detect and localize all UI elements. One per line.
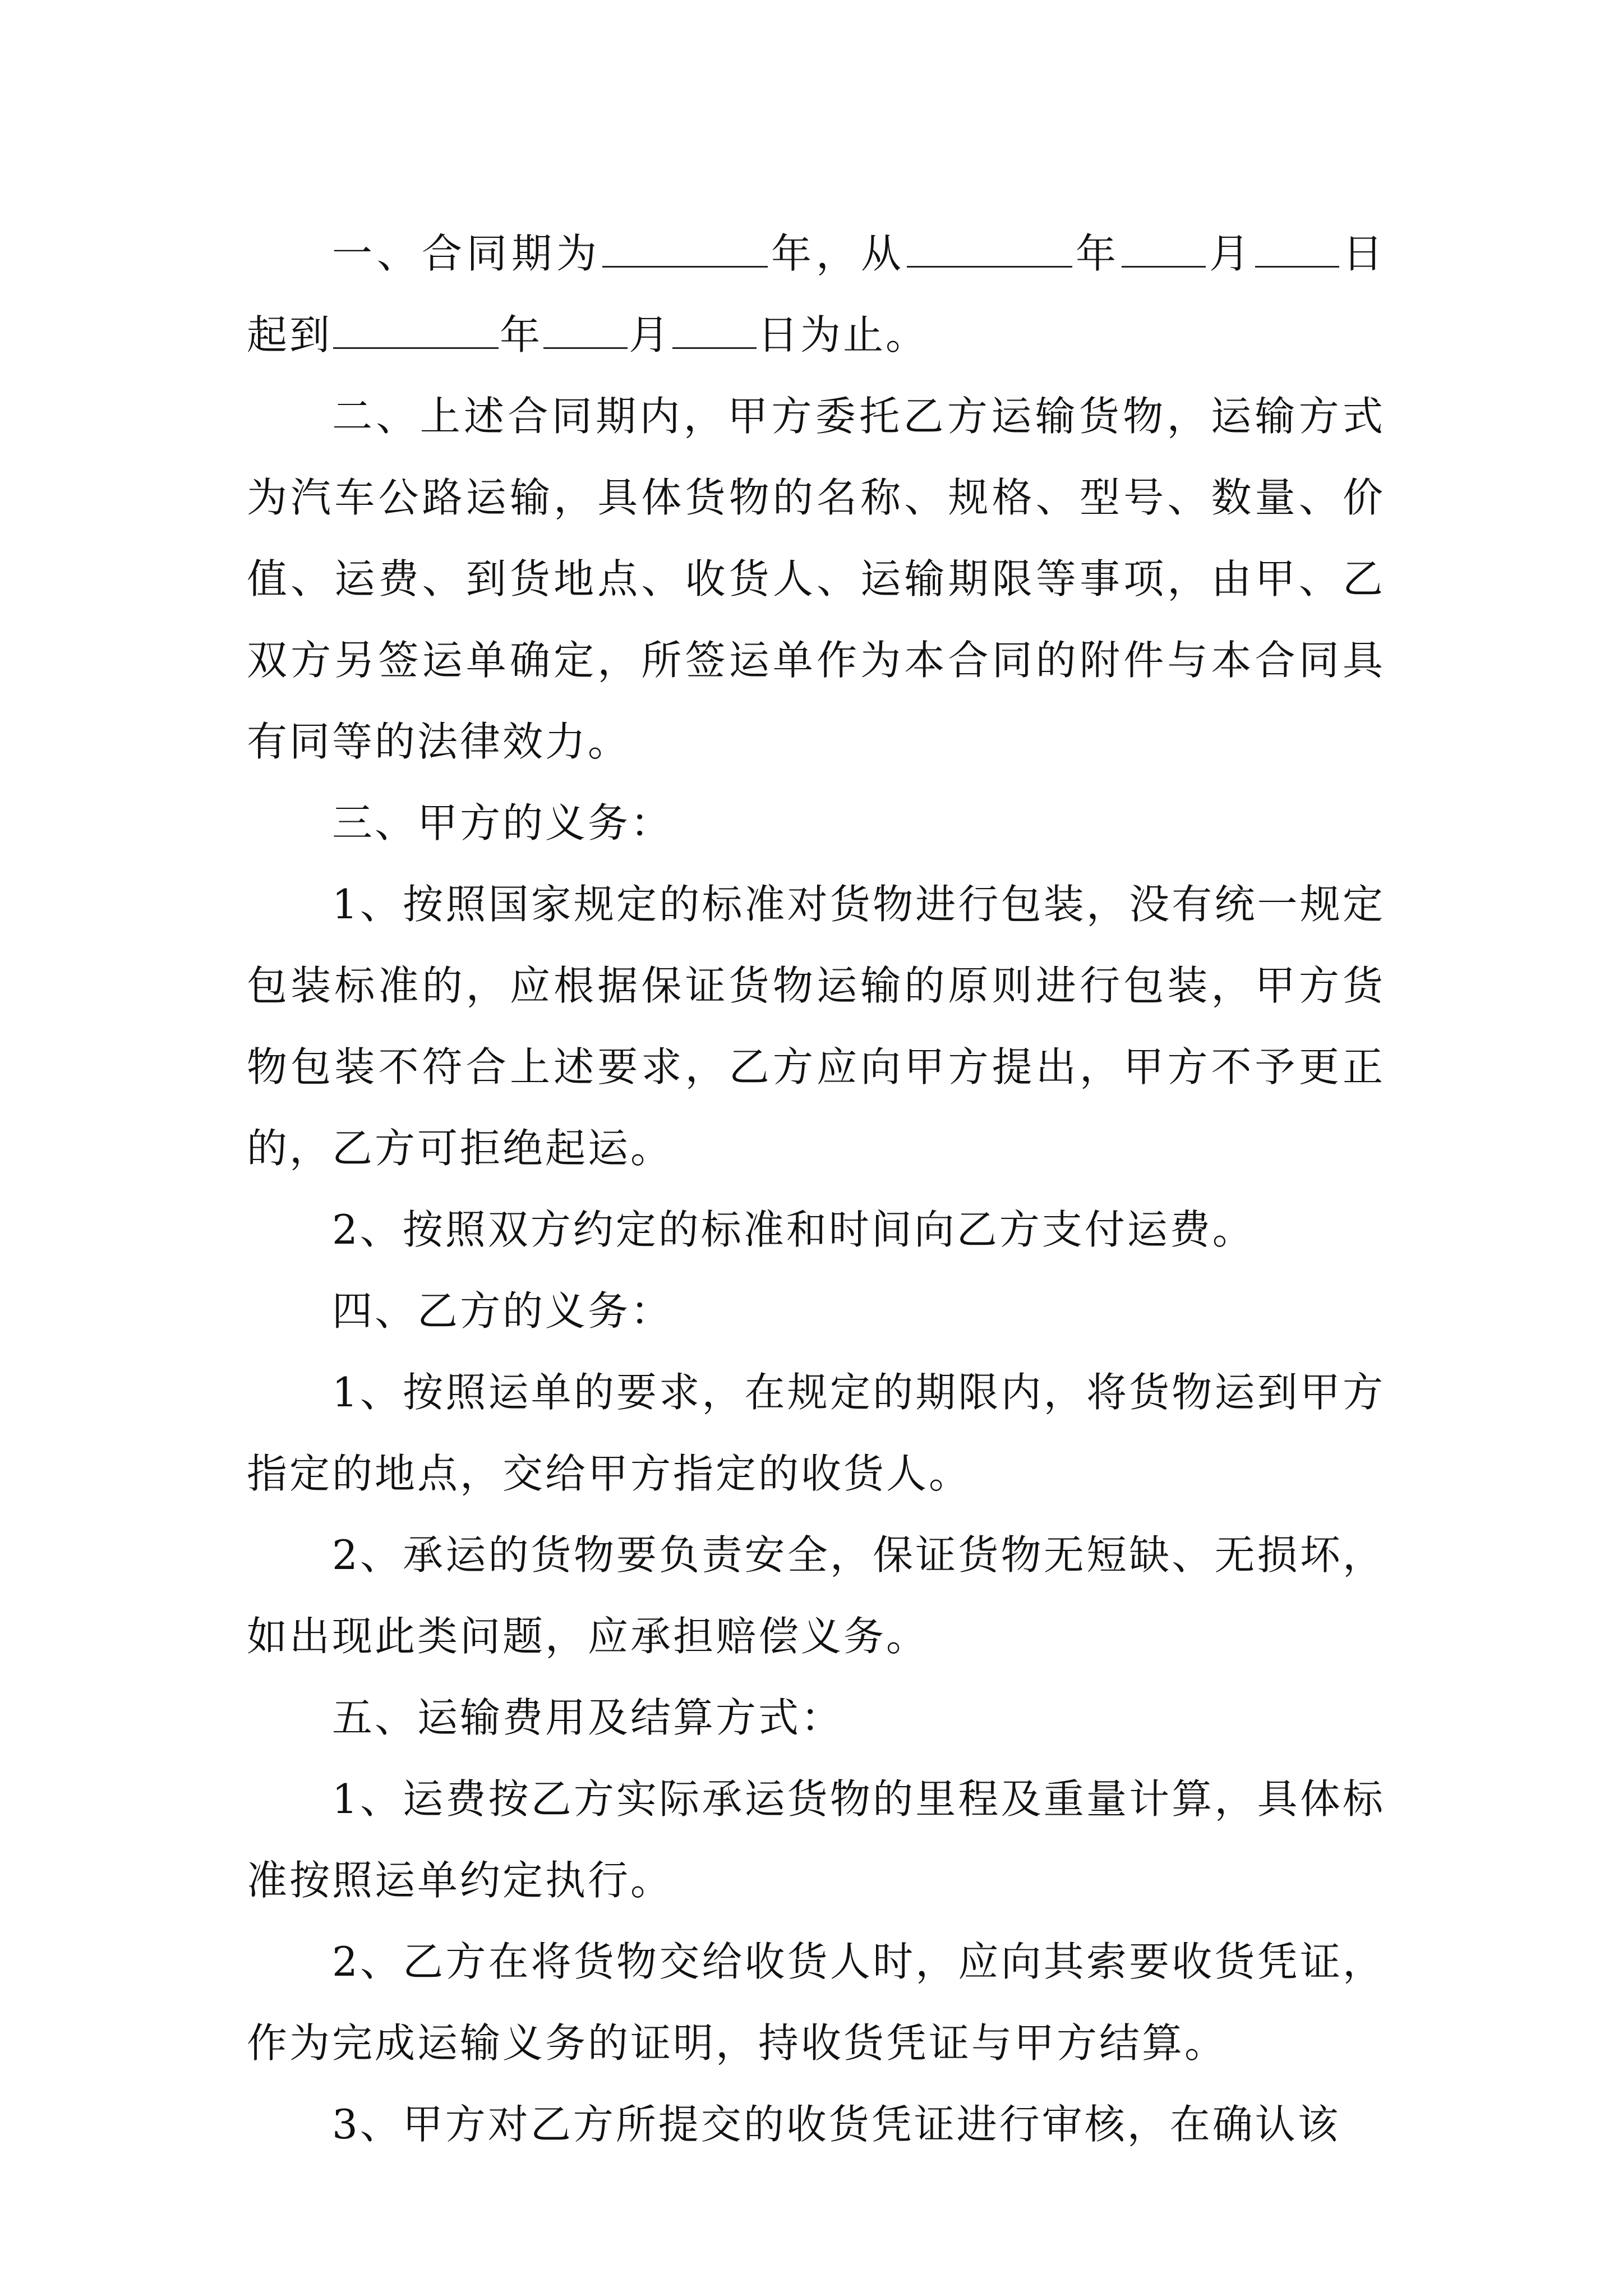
party-a-obligation-2: 2、按照双方约定的标准和时间向乙方支付运费。	[332, 1206, 1255, 1253]
end-day-blank[interactable]	[672, 314, 757, 349]
heading-party-b-obligations: 四、乙方的义务：	[332, 1287, 674, 1335]
start-month-blank[interactable]	[1122, 232, 1206, 268]
end-year-blank[interactable]	[333, 314, 499, 349]
clause1-text-4: 月	[1206, 230, 1254, 277]
clause1-text-6: 年	[500, 311, 543, 358]
fees-item-1: 1、运费按乙方实际承运货物的里程及重量计算，具体标准按照运单约定执行。	[247, 1775, 1385, 1904]
clause-transport-scope: 二、上述合同期内，甲方委托乙方运输货物，运输方式为汽车公路运输，具体货物的名称、规格、型号、数量、价值、运费、到货地点、收货人、运输期限等事项，由甲、乙双方另签运单确定，所签运单作为本合同的附件与本合同具有同等的法律效力。	[247, 393, 1385, 765]
party-b-obligation-2: 2、承运的货物要负责安全，保证货物无短缺、无损坏，如出现此类问题，应承担赔偿义务。	[247, 1531, 1385, 1660]
party-b-obligation-1: 1、按照运单的要求，在规定的期限内，将货物运到甲方指定的地点，交给甲方指定的收货人。	[247, 1369, 1385, 1497]
start-day-blank[interactable]	[1255, 232, 1339, 268]
clause1-text-3: 年	[1073, 230, 1121, 277]
clause1-text-7: 月	[629, 311, 672, 358]
clause1-text-5: 日起到	[247, 230, 1385, 358]
year-blank-1[interactable]	[602, 232, 768, 268]
clause1-text-1: 一、合同期为	[332, 230, 601, 277]
fees-item-3: 3、甲方对乙方所提交的收货凭证进行审核，在确认该	[332, 2101, 1340, 2148]
document-body	[247, 213, 1385, 2165]
heading-party-a-obligations: 三、甲方的义务：	[332, 799, 674, 846]
end-month-blank[interactable]	[543, 314, 628, 349]
clause-contract-period	[247, 213, 1385, 376]
start-year-blank[interactable]	[907, 232, 1072, 268]
fees-item-2: 2、乙方在将货物交给收货人时，应向其索要收货凭证，作为完成运输义务的证明，持收货凭证与甲方结算。	[247, 1938, 1385, 2067]
clause1-text-2: 年，从	[768, 230, 906, 277]
party-a-obligation-1: 1、按照国家规定的标准对货物进行包装，没有统一规定包装标准的，应根据保证货物运输的原则进行包装，甲方货物包装不符合上述要求，乙方应向甲方提出，甲方不予更正的，乙方可拒绝起运。	[247, 881, 1385, 1172]
heading-fees-settlement: 五、运输费用及结算方式：	[332, 1694, 844, 1741]
clause1-text-8: 日为止。	[758, 311, 929, 358]
